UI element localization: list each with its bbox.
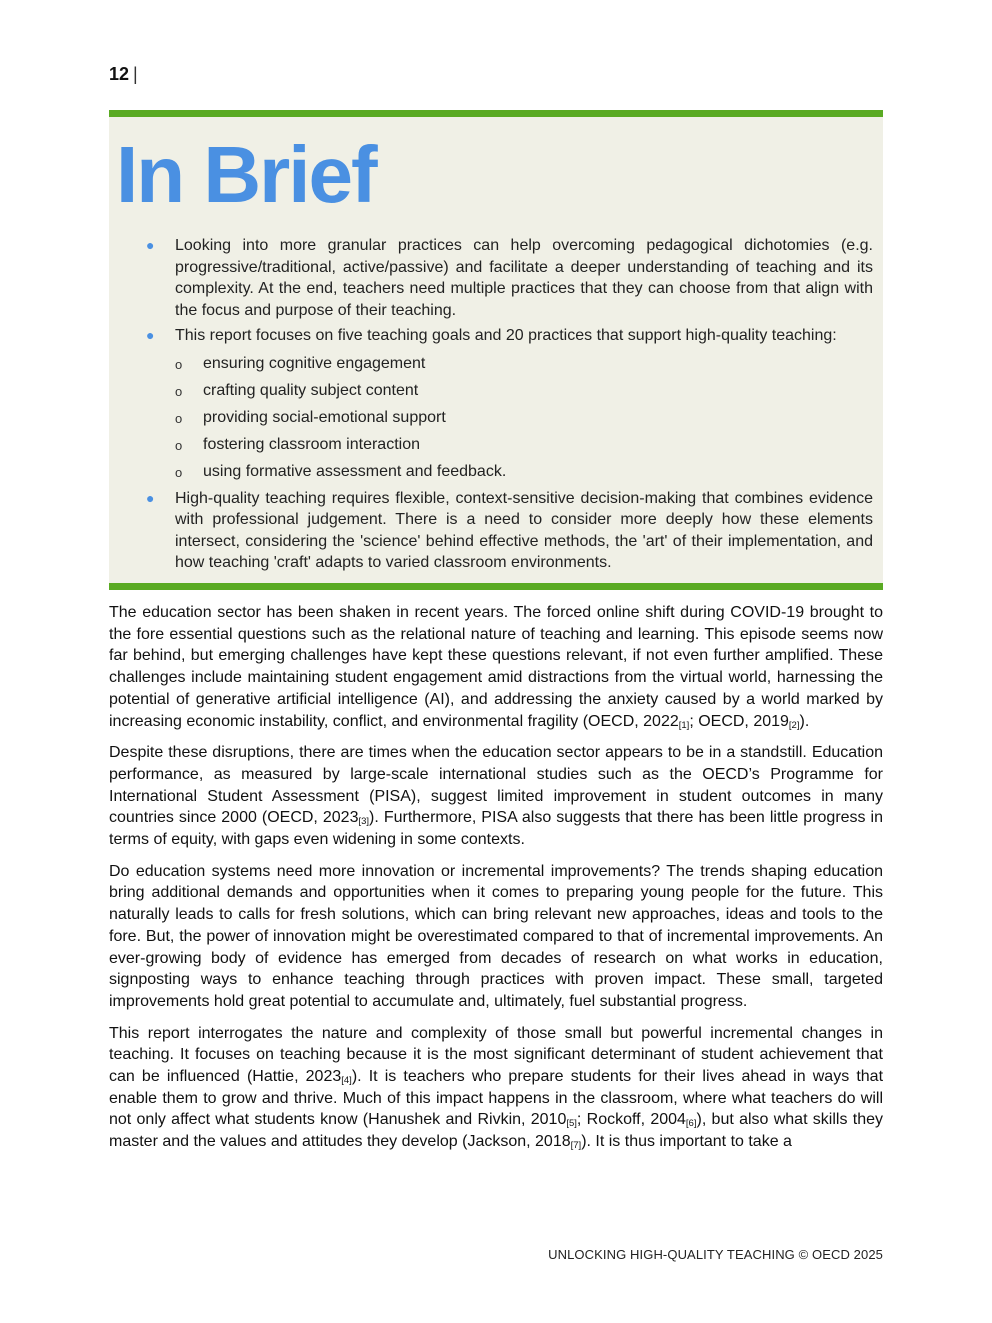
- paragraph-text: ). It is thus important to take a: [581, 1133, 792, 1151]
- teaching-goal-text: ensuring cognitive engagement: [203, 354, 426, 372]
- reference-marker[interactable]: [7]: [570, 1140, 582, 1152]
- paragraph-text: The education sector has been shaken in recent years. The forced online shift during COVID-19 brought to the fore essential questions such as the relational nature of teaching and learning. This episode seems now far behind, but emerging challenges have kept these questions relevant, if not even further amplified. These challenges include maintaining student engagement amid distractions from the virtual world, harnessing the potential of generative artificial intelligence (AI), and addressing the anxiety caused by a world marked by increasing economic instability, conflict, and environmental fragility (OECD, 2022: [109, 604, 883, 730]
- teaching-goal-item: [175, 434, 873, 456]
- teaching-goal-text: fostering classroom interaction: [203, 435, 420, 453]
- paragraph-text: ; Rockoff, 2004: [576, 1111, 686, 1129]
- teaching-goal-text: using formative assessment and feedback.: [203, 462, 507, 480]
- in-brief-box: [109, 110, 883, 590]
- in-brief-bullet-text: Looking into more granular practices can help overcoming pedagogical dichotomies (e.g. progressive/traditional, active/passive) and facilitate a deeper understanding of teaching and its complexity. At the end, teachers need multiple practices that they can choose from that align with the focus and purpose of their teaching.: [175, 237, 873, 319]
- paragraph-text: This report interrogates the nature and complexity of those small but powerful incremental changes in teaching. It focuses on teaching because it is the most significant determinant of student achievement that can be influenced (Hattie, 2023: [109, 1024, 883, 1086]
- paragraph-text: Do education systems need more innovation or incremental improvements? The trends shaping education bring additional demands and opportunities when it comes to preparing young people for the future. This naturally leads to calls for fresh solutions, which can bring relevant new approaches, ideas and tools to the fore. But, the power of innovation might be overestimated compared to that of incremental improvements. An ever-growing body of evidence has emerged from decades of research on what works in education, signposting ways to enhance teaching through practices with proven impact. These small, targeted improvements hold great potential to accumulate and, ultimately, fuel substantial progress.: [109, 862, 883, 1010]
- teaching-goal-text: crafting quality subject content: [203, 381, 419, 399]
- teaching-goals-list: [175, 353, 873, 483]
- in-brief-bullet: [143, 325, 873, 482]
- teaching-goal-item: [175, 353, 873, 375]
- paragraph-text: ). Furthermore, PISA also suggests that there has been little progress in terms of equity, with gaps even widening in some contexts.: [109, 809, 884, 849]
- body-text: [109, 602, 883, 1163]
- body-paragraph: [109, 861, 883, 1013]
- body-paragraph: [109, 602, 883, 732]
- circle-bullet-icon: o: [175, 437, 183, 453]
- in-brief-title: In Brief: [116, 130, 376, 219]
- in-brief-bullet: [143, 235, 873, 321]
- paragraph-text: ), but also what skills they master and the values and attitudes they develop (Jackson, 2018: [109, 1111, 883, 1151]
- reference-marker[interactable]: [5]: [566, 1118, 577, 1130]
- teaching-goal-text: providing social-emotional support: [203, 408, 446, 426]
- body-paragraph: [109, 742, 883, 851]
- circle-bullet-icon: o: [175, 356, 183, 372]
- circle-bullet-icon: o: [175, 383, 183, 399]
- in-brief-bullet-text: This report focuses on five teaching goals and 20 practices that support high-quality teaching:: [175, 327, 837, 344]
- reference-marker[interactable]: [4]: [341, 1075, 352, 1087]
- page-footer: UNLOCKING HIGH-QUALITY TEACHING © OECD 2025: [548, 1247, 883, 1262]
- in-brief-bullet: [143, 488, 873, 574]
- circle-bullet-icon: o: [175, 410, 183, 426]
- in-brief-bullet-text: High-quality teaching requires flexible, context-sensitive decision-making that combines evidence with professional judgement. There is a need to consider more deeply how these elements intersect, considering the 'science' behind effective methods, the 'art' of their implementation, and how teaching 'craft' adapts to varied classroom environments.: [175, 489, 873, 571]
- page-number-value: 12: [109, 64, 130, 84]
- bullet-icon: ●: [146, 489, 155, 506]
- teaching-goal-item: [175, 407, 873, 429]
- teaching-goal-item: [175, 461, 873, 483]
- bullet-icon: ●: [146, 237, 155, 253]
- bullet-icon: ●: [146, 327, 155, 343]
- reference-marker[interactable]: [6]: [685, 1118, 697, 1130]
- reference-marker[interactable]: [3]: [358, 816, 370, 828]
- paragraph-text: ). It is teachers who prepare students for their lives ahead in ways that enable them to grow and thrive. Much of this impact happens in the classroom, where what teachers do will not only affect what students know (Hanushek and Rivkin, 2010: [109, 1068, 884, 1129]
- page-number-separator: |: [133, 64, 138, 84]
- reference-marker[interactable]: [1]: [678, 719, 690, 731]
- teaching-goal-item: [175, 380, 873, 402]
- body-paragraph: [109, 1023, 883, 1153]
- paragraph-text: ).: [799, 712, 810, 730]
- reference-marker[interactable]: [2]: [788, 719, 800, 731]
- in-brief-list: [143, 235, 873, 578]
- paragraph-text: Despite these disruptions, there are times when the education sector appears to be in a standstill. Education performance, as measured by large-scale international studies such as the OECD’s Programme for International Student Assessment (PISA), suggest limited improvement in student outcomes in many countries since 2000 (OECD, 2023: [109, 744, 883, 827]
- circle-bullet-icon: o: [175, 464, 183, 480]
- paragraph-text: ; OECD, 2019: [689, 712, 789, 730]
- page-number: [109, 64, 138, 85]
